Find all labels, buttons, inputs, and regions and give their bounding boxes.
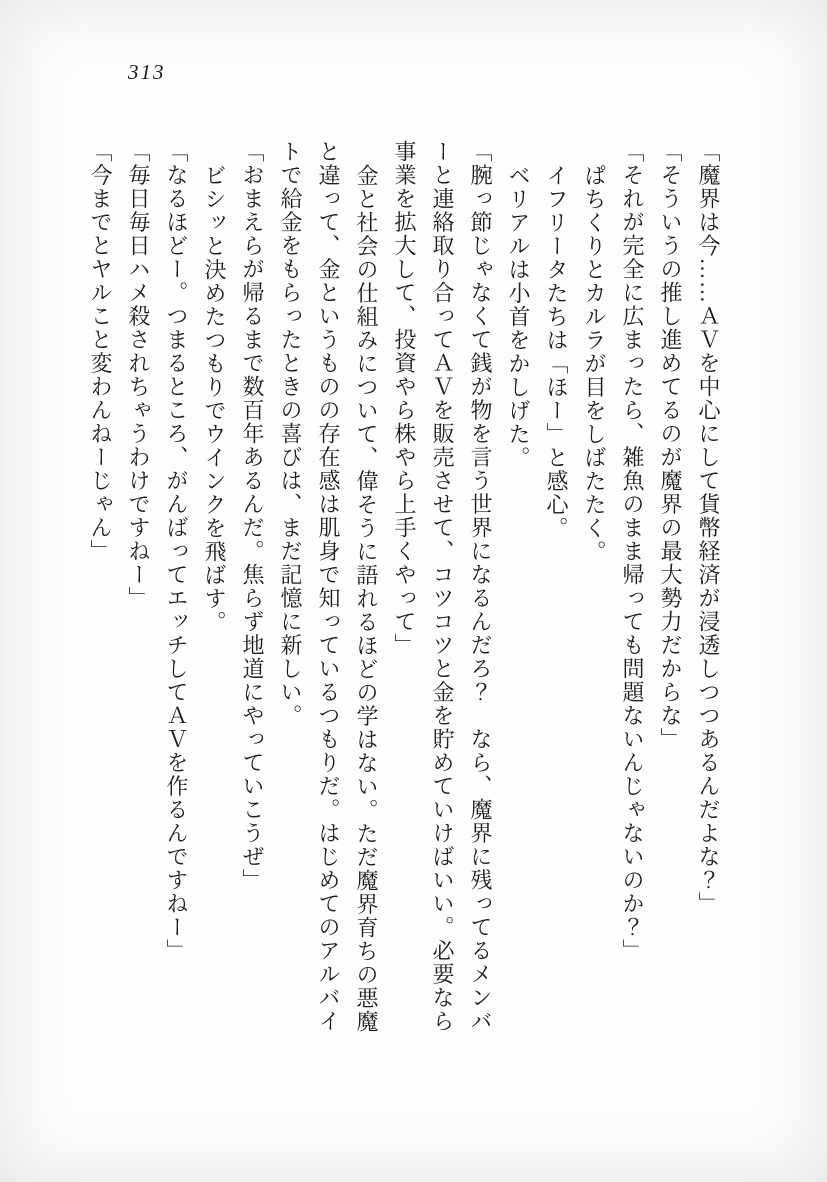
text-line: ーと連絡取り合ってＡＶを販売させて、コツコツと金を貯めていけばいい。必要なら bbox=[430, 140, 455, 1033]
text-line: ビシッと決めたつもりでウインクを飛ばす。 bbox=[202, 164, 227, 634]
text-column-container bbox=[81, 140, 727, 1070]
text-line: 「おまえらが帰るまで数百年あるんだ。焦らず地道にやっていこうぜ」 bbox=[240, 140, 265, 892]
text-line: 「魔界は今……ＡＶを中心にして貨幣経済が浸透しつつあるんだよな？」 bbox=[696, 140, 721, 916]
text-line: イフリータたちは「ほー」と感心。 bbox=[544, 164, 569, 540]
text-line: ベリアルは小首をかしげた。 bbox=[506, 164, 531, 470]
text-line: 「それが完全に広まったら、雑魚のまま帰っても問題ないんじゃないのか？」 bbox=[620, 140, 645, 963]
text-line: 事業を拡大して、投資やら株やら上手くやって」 bbox=[392, 140, 417, 657]
text-line: 「そういうの推し進めてるのが魔界の最大勢力だからな」 bbox=[658, 140, 683, 751]
text-line: 「今までとヤルこと変わんねーじゃん」 bbox=[88, 140, 113, 563]
text-line: 「毎日毎日ハメ殺されちゃうわけですねー」 bbox=[126, 140, 151, 610]
text-line: 「腕っ節じゃなくて銭が物を言う世界になるんだろ？ なら、魔界に残ってるメンバ bbox=[468, 140, 493, 1033]
text-line: ぱちくりとカルラが目をしばたたく。 bbox=[582, 164, 607, 564]
text-line: 金と社会の仕組みについて、偉そうに語れるほどの学はない。ただ魔界育ちの悪魔 bbox=[354, 164, 379, 1034]
text-line: トで給金をもらったときの喜びは、まだ記憶に新しい。 bbox=[278, 140, 303, 728]
page-number: 313 bbox=[128, 60, 166, 84]
text-line: 「なるほどー。つまるところ、がんばってエッチしてＡＶを作るんですねー」 bbox=[164, 140, 189, 963]
text-line: と違って、金というものの存在感は肌身で知っているつもりだ。はじめてのアルバイ bbox=[316, 140, 341, 1033]
